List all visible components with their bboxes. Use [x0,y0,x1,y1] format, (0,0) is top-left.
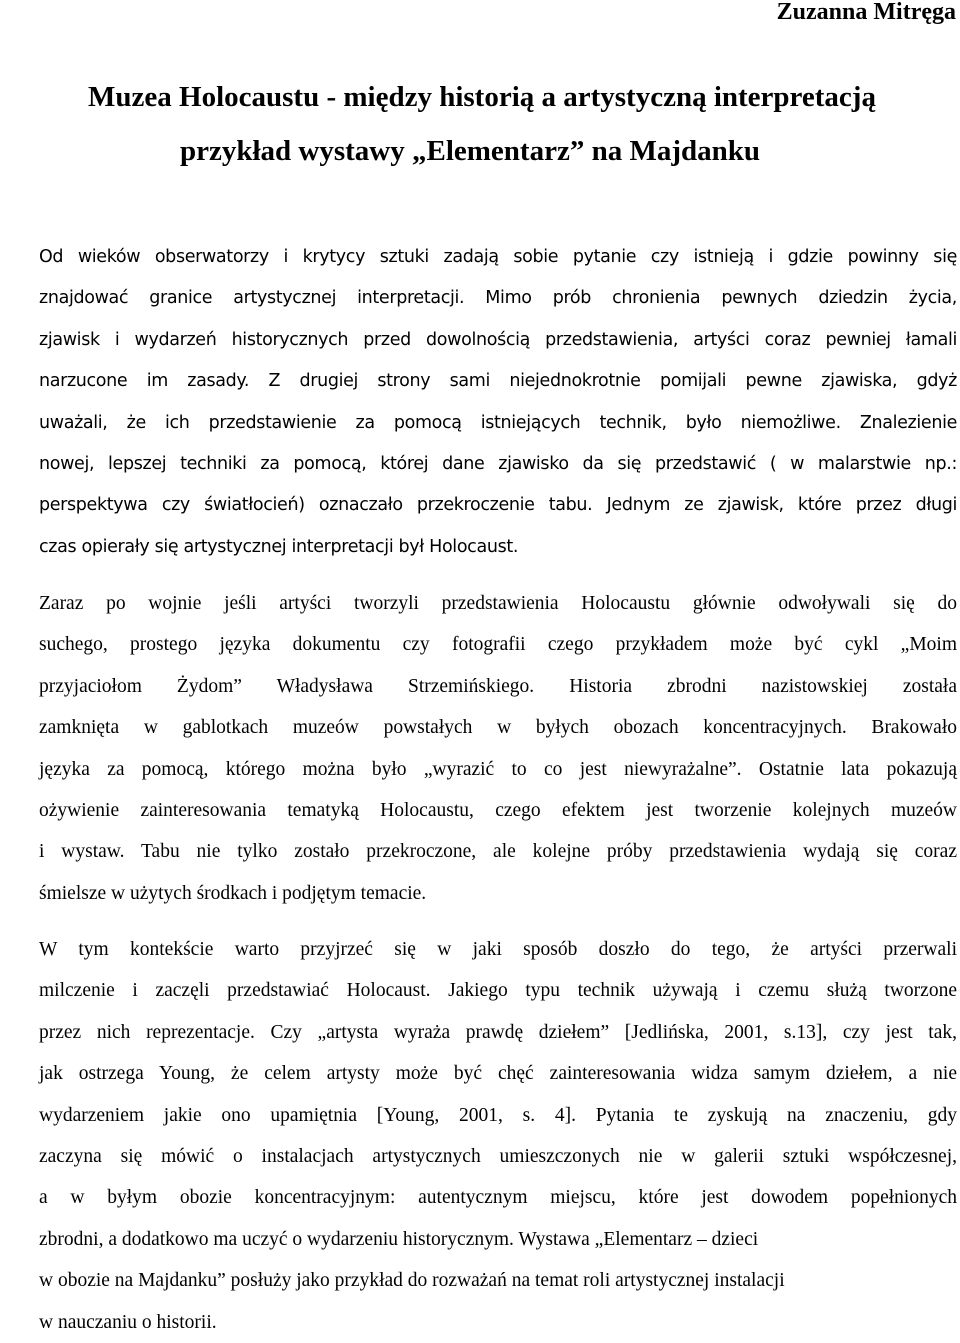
paragraph-line: wydarzeniem jakie ono upamiętnia [Young, 2001, s. 4]. Pytania te zyskują na znaczeniu, gdy [39,1104,957,1126]
paragraph-line: w nauczaniu o historii. [39,1311,217,1333]
paragraph-1 [3,237,957,568]
paragraph-line: zaczyna się mówić o instalacjach artystycznych umieszczonych nie w galerii sztuki współczesnej, [39,1146,957,1168]
author-name: Zuzanna Mitręga [776,0,956,25]
paragraph-3 [3,929,957,1343]
paragraph-line: czas opierały się artystycznej interpretacji był Holocaust. [39,536,519,557]
paragraph-2 [3,583,957,914]
paragraph-line: suchego, prostego języka dokumentu czy fotografii czego przykładem może być cykl „Moim [39,634,957,656]
paragraph-line: ożywienie zainteresowania tematyką Holocaustu, czego efektem jest tworzenie kolejnych muzeów [39,800,957,822]
paragraph-line: języka za pomocą, którego można było „wyrazić to co jest niewyrażalne”. Ostatnie lata pokazują [39,758,957,780]
paragraph-line: przez nich reprezentacje. Czy „artysta wyraża prawdę dziełem” [Jedlińska, 2001, s.13], czy jest tak, [39,1021,957,1043]
paragraph-line: milczenie i zaczęli przedstawiać Holocaust. Jakiego typu technik używają i czemu służą tworzone [39,980,957,1002]
paragraph-line: w obozie na Majdanku” posłuży jako przykład do rozważań na temat roli artystycznej instalacji [39,1270,785,1292]
paragraph-line: uważali, że ich przedstawienie za pomocą istniejących technik, było niemożliwe. Znalezienie [39,412,957,433]
paragraph-line: a w byłym obozie koncentracyjnym: autentycznym miejscu, które jest dowodem popełnionych [39,1187,957,1209]
paragraph-line: znajdować granice artystycznej interpretacji. Mimo prób chronienia pewnych dziedzin życia, [39,288,957,309]
paragraph-line: narzucone im zasady. Z drugiej strony sami niejednokrotnie pomijali pewne zjawiska, gdyż [39,371,957,392]
paragraph-line: perspektywa czy światłocień) oznaczało przekroczenie tabu. Jednym ze zjawisk, które przez długi [39,495,957,516]
paragraph-line: W tym kontekście warto przyjrzeć się w jaki sposób doszło do tego, że artyści przerwali [39,939,957,960]
title-line-1: Muzea Holocaustu - między historią a artystyczną interpretacją [88,81,876,113]
paragraph-line: zjawisk i wydarzeń historycznych przed dowolnością przedstawienia, artyści coraz pewniej łamali [39,329,957,350]
title-line-2: przykład wystawy „Elementarz” na Majdanku [179,135,760,167]
paragraph-line: przyjaciołom Żydom” Władysława Strzemińskiego. Historia zbrodni nazistowskiej została [39,675,957,697]
paragraph-line: Zaraz po wojnie jeśli artyści tworzyli przedstawienia Holocaustu głównie odwoływali się do [39,593,957,614]
paragraph-line: i wystaw. Tabu nie tylko zostało przekroczone, ale kolejne próby przedstawienia wydają się coraz [39,841,957,863]
paragraph-line: jak ostrzega Young, że celem artysty może być chęć zainteresowania widza samym dziełem, a nie [39,1063,957,1085]
paragraph-line: zamknięta w gablotkach muzeów powstałych w byłych obozach koncentracyjnych. Brakowało [39,717,957,739]
paragraph-line: nowej, lepszej techniki za pomocą, której dane zjawisko da się przedstawić ( w malarstwie np.: [39,454,957,475]
paragraph-line: zbrodni, a dodatkowo ma uczyć o wydarzeniu historycznym. Wystawa „Elementarz – dzieci [39,1228,759,1250]
paragraph-line: śmielsze w użytych środkach i podjętym temacie. [39,882,427,904]
paragraph-line: Od wieków obserwatorzy i krytycy sztuki zadają sobie pytanie czy istnieją i gdzie powinny się [39,247,957,267]
